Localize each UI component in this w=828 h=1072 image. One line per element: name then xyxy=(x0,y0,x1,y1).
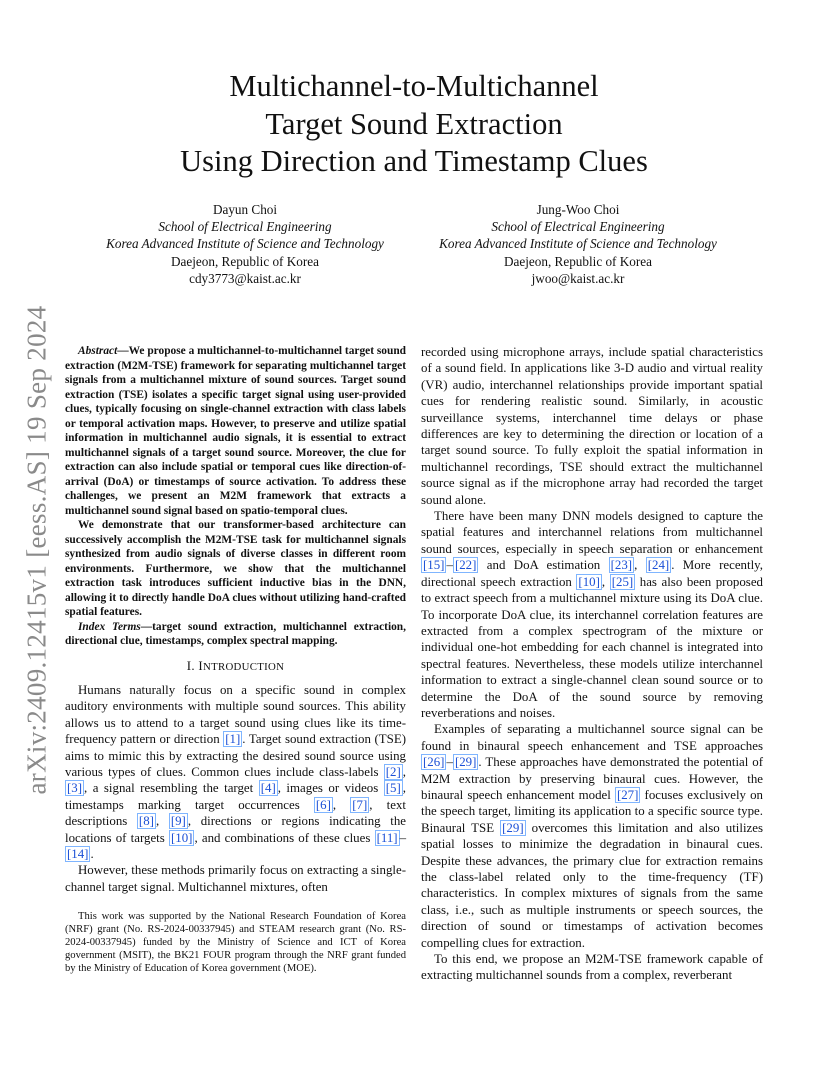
author-email: cdy3773@kaist.ac.kr xyxy=(189,270,301,286)
citation-link[interactable]: [29] xyxy=(454,755,477,770)
citation-link[interactable]: [11] xyxy=(376,830,398,845)
author-block-2 xyxy=(428,201,728,287)
index-terms-lead: Index Terms xyxy=(78,620,141,633)
author-location: Daejeon, Republic of Korea xyxy=(504,253,652,269)
author-block-1 xyxy=(95,201,395,287)
arxiv-identifier xyxy=(17,290,57,810)
citation-link[interactable]: [10] xyxy=(170,830,193,845)
citation-link[interactable]: [24] xyxy=(647,558,670,573)
author-email: jwoo@kaist.ac.kr xyxy=(531,270,625,286)
title-line: Multichannel-to-Multichannel xyxy=(229,69,599,103)
author-name: Jung-Woo Choi xyxy=(536,202,620,217)
abstract xyxy=(65,344,406,649)
index-terms-text: —target sound extraction, multichannel extraction, directional clue, timestamps, complex spectral mapping. xyxy=(65,620,406,647)
author-school: School of Electrical Engineering xyxy=(491,219,665,235)
citation-link[interactable]: [9] xyxy=(170,814,186,829)
author-school: School of Electrical Engineering xyxy=(158,219,332,235)
citation-link[interactable]: [7] xyxy=(352,797,368,812)
citation-link[interactable]: [8] xyxy=(138,814,154,829)
intro-paragraph-5: To this end, we propose an M2M-TSE framework capable of extracting multichannel sounds from a complex, reverberant xyxy=(421,952,763,983)
section-heading-introduction: I. INTRODUCTION xyxy=(186,658,285,673)
citation-link[interactable]: [5] xyxy=(385,781,401,796)
abstract-paragraph-2: We demonstrate that our transformer-based architecture can successively accomplish the M2M-TSE task for multichannel signals synthesized from audio signals of diverse classes in different room environments. Furthermore, we show that the multichannel extraction task introduces sufficient inductive bias in the DNN, allowing it to directly handle DoA clues without utilizing hand-crafted spatial features. xyxy=(65,519,406,618)
intro-paragraph-1: Humans naturally focus on a specific sound in complex auditory environments with multiple sound sources. This ability allows us to attend to a target sound using clues like its time-frequency pattern or direction [1] . Target sound extraction (TSE) aims to mimic this by extracting the desired sound source using various types of clues. Common clues include class-labels [2] , [3] , a signal resembling the target [4] , images or videos [5] , timestamps marking target occurrences [6] , [7] , text descriptions [8] , [9] , directions or regions indicating the locations of targets [10] , and combinations of these clues [11] –[14] . xyxy=(65,682,407,861)
citation-link[interactable]: [27] xyxy=(616,787,639,802)
intro-paragraph-continued: recorded using microphone arrays, include spatial characteristics of a sound field. In applications like 3-D audio and virtual reality (VR) audio, interchannel relationships provide important spatial cues for rendering realistic sound. Similarly, in acoustic surveillance systems, interchannel time delays or phase differences are key to determining the direction or location of a target sound source. To fully exploit the spatial information in multichannel recordings, TSE should extract the multichannel source signal as if the microphone array had recorded the target sound alone. xyxy=(421,345,763,507)
citation-link[interactable]: [10] xyxy=(578,574,600,589)
citation-link[interactable]: [25] xyxy=(611,574,634,589)
author-location: Daejeon, Republic of Korea xyxy=(171,253,319,269)
left-column xyxy=(65,344,406,895)
citation-link[interactable]: [23] xyxy=(610,558,633,573)
citation-link[interactable]: [26] xyxy=(423,755,445,770)
author-name: Dayun Choi xyxy=(212,202,278,217)
author-institute: Korea Advanced Institute of Science and Technology xyxy=(106,236,384,252)
citation-link[interactable]: [14] xyxy=(67,846,89,861)
intro-paragraph-4: Examples of separating a multichannel source signal can be found in binaural speech enhancement and TSE approaches [26] – [29] . These approaches have demonstrated the potential of M2M extraction by preserving binaural cues. However, the binaural speech enhancement model [27] focuses exclusively on the speech target, limiting its application to a specific source type. Binaural TSE [29] overcomes this limitation and also utilizes spatial losses to minimize the degradation in binaural cues. Despite these advances, the primary clue for extraction remains the class-label related only to the time-frequency (TF) characteristics. In complex mixtures of signals from the same class, i.e., such as multiple instruments or speech sources, the direction of sound or timestamps of activation becomes compelling clues for extraction. xyxy=(421,722,763,950)
citation-link[interactable]: [1] xyxy=(225,732,241,747)
arxiv-identifier-text: arXiv:2409.12415v1 [eess.AS] 19 Sep 2024 xyxy=(21,305,52,795)
paper-title xyxy=(100,68,728,181)
citation-link[interactable]: [2] xyxy=(385,764,401,779)
citation-link[interactable]: [15] xyxy=(423,558,445,573)
footnote-text: This work was supported by the National Research Foundation of Korea (NRF) grant (No. RS-2024-00337945) and STEAM research grant (No. RS-2024-00337945) funded by the Ministry of Science and ICT of Korea government (MSIT), the BK21 FOUR program through the NRF grant funded by the Ministry of Education of Korea government (MOE). xyxy=(65,911,406,974)
intro-paragraph-3: There have been many DNN models designed to capture the spatial features and interchannel relations from multichannel sound sources, especially in speech separation or enhancement [15] – [22] and DoA estimation [23] , [24] . More recently, directional speech extraction [10] , [25] has also been proposed to extract speech from a multichannel mixture using its DoA clue. To incorporate DoA clue, its interchannel correlation features are extracted from a complex spectrogram of the mixture or individual one-hot embedding for each channel is integrated into spectral features. Nevertheless, these models utilize interchannel information to extract a single-channel clean sound source or to determine the DoA of the sound source by removing reverberations and noises. xyxy=(421,509,763,720)
citation-link[interactable]: [4] xyxy=(260,781,276,796)
abstract-lead: Abstract xyxy=(78,345,118,357)
title-line: Using Direction and Timestamp Clues xyxy=(180,144,648,178)
citation-link[interactable]: [3] xyxy=(67,781,83,796)
citation-link[interactable]: [22] xyxy=(454,558,477,573)
citation-link[interactable]: [29] xyxy=(502,820,524,835)
right-column xyxy=(421,344,763,984)
footnote xyxy=(65,910,406,975)
author-institute: Korea Advanced Institute of Science and Technology xyxy=(439,236,717,252)
intro-paragraph-2: However, these methods primarily focus on extracting a single-channel target signal. Multichannel mixtures, often xyxy=(65,863,406,894)
title-line: Target Sound Extraction xyxy=(265,106,563,141)
abstract-paragraph-1: —We propose a multichannel-to-multichannel target sound extraction (M2M-TSE) framework for separating multichannel target signals from a multichannel mixture of sound sources. Target sound extraction (TSE) isolates a specific target signal using user-provided clues, typically focusing on single-channel extraction with class labels or temporal activation maps. However, to preserve and utilize spatial information in multichannel audio signals, it is essential to extract multichannel signals of a target sound source. Moreover, the clue for extraction can also include spatial or temporal cues like direction-of-arrival (DoA) or timestamps of source activation. To address these challenges, we present an M2M framework that extracts a multichannel sound signal based on spatio-temporal clues. xyxy=(65,345,406,517)
citation-link[interactable]: [6] xyxy=(315,797,331,812)
